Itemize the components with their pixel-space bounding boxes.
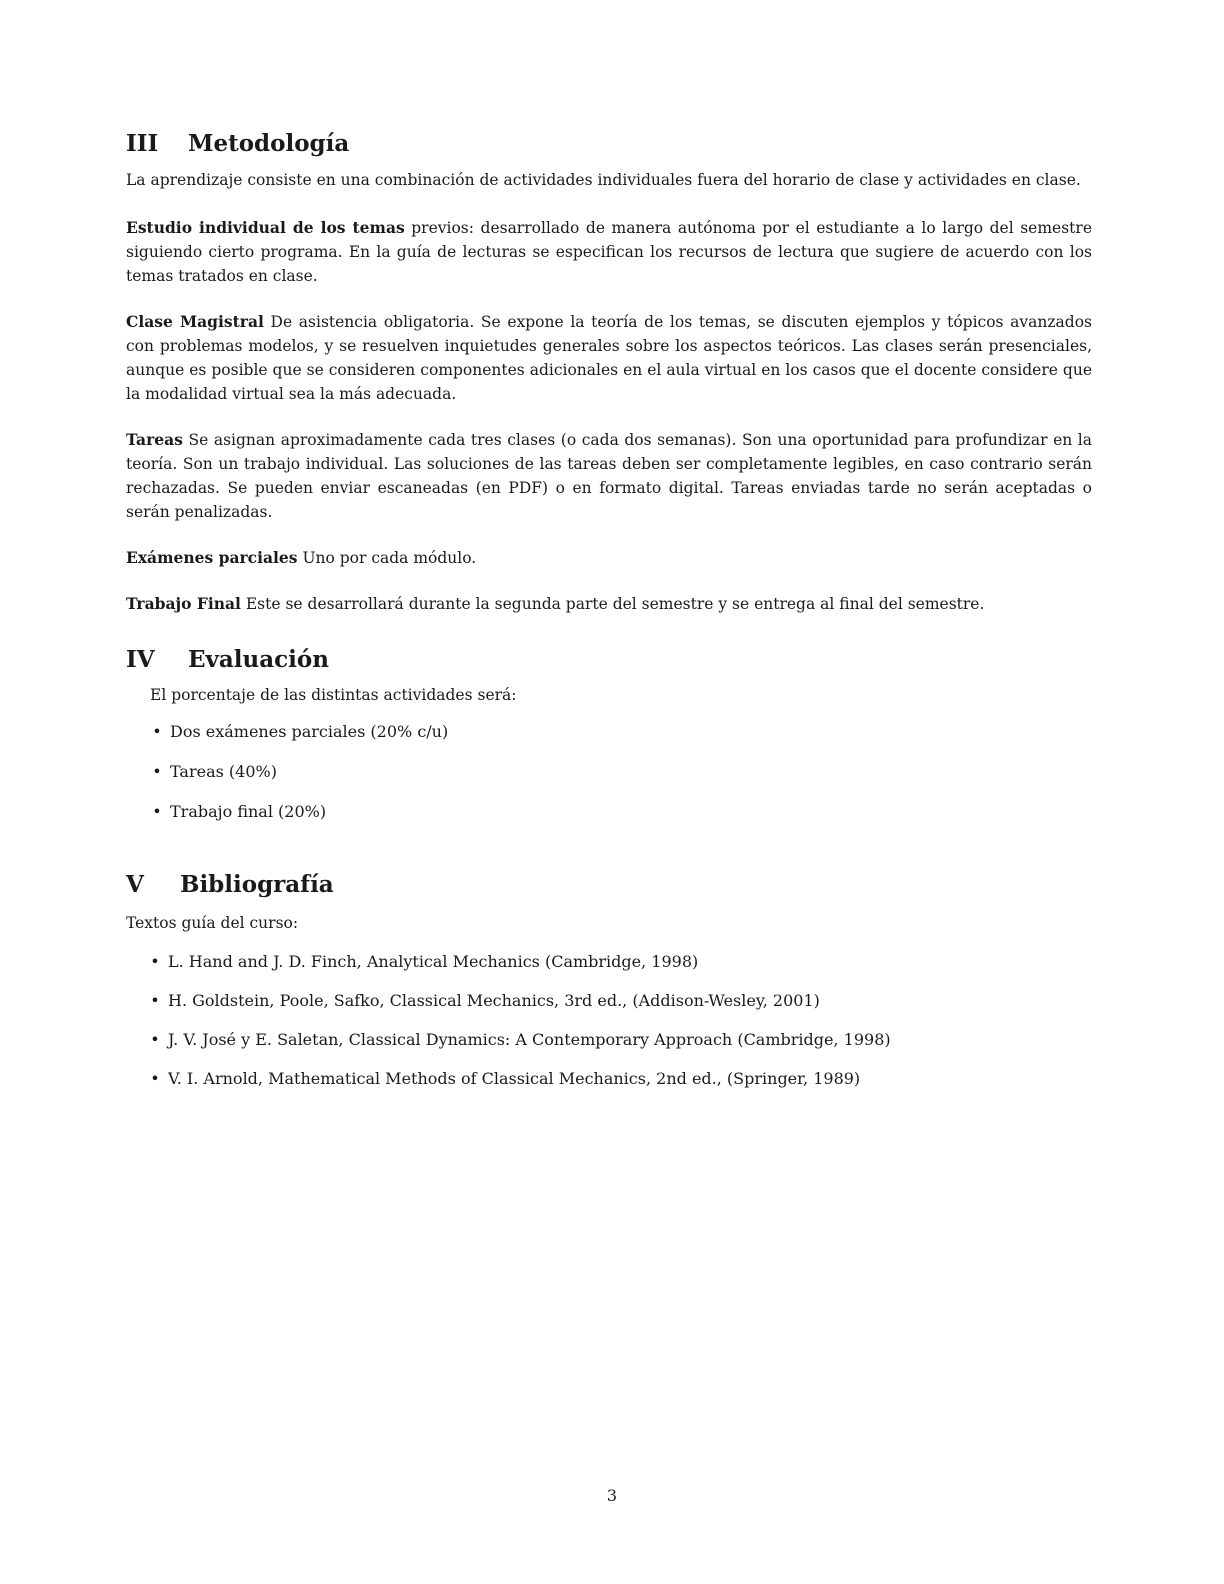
paragraph-text: Este se desarrollará durante la segunda parte del semestre y se entrega al final del semestre. bbox=[240, 594, 985, 613]
paragraph-label: Tareas bbox=[126, 429, 183, 449]
paragraph-estudio-individual bbox=[126, 216, 1092, 288]
bullet-icon: • bbox=[150, 1068, 160, 1088]
bullet-icon: • bbox=[152, 762, 162, 782]
paragraph-text: Se asignan aproximadamente cada tres clases (o cada dos semanas). Son una oportunidad para profundizar en la teoría. Son un trabajo individual. Las soluciones de las tareas deben ser completamente legibles, en caso contrario serán rechazadas. Se pueden enviar escaneadas (en PDF) o en formato digital. Tareas enviadas tarde no serán aceptadas o serán penalizadas. bbox=[126, 430, 1092, 521]
list-item: • Trabajo final (20%) bbox=[148, 801, 1092, 823]
section-title: Bibliografía bbox=[180, 871, 334, 899]
paragraph-label: Trabajo Final bbox=[126, 593, 241, 613]
bullet-icon: • bbox=[150, 1029, 160, 1049]
paragraph-label: Exámenes parciales bbox=[126, 547, 298, 567]
bibliografia-intro: Textos guía del curso: bbox=[126, 913, 299, 932]
list-item: • V. I. Arnold, Mathematical Methods of Classical Mechanics, 2nd ed., (Springer, 1989) bbox=[146, 1068, 1092, 1090]
section-heading-metodologia bbox=[126, 130, 1092, 158]
bullet-icon: • bbox=[150, 990, 160, 1010]
metodologia-intro: La aprendizaje consiste en una combinación de actividades individuales fuera del horario de clase y actividades en clase. bbox=[126, 170, 1081, 189]
list-item: • Tareas (40%) bbox=[148, 761, 1092, 783]
paragraph-text: De asistencia obligatoria. Se expone la teoría de los temas, se discuten ejemplos y tópicos avanzados con problemas modelos, y se resuelven inquietudes generales sobre los aspectos teóricos. Las clases serán presenciales, aunque es posible que se consideren componentes adicionales en el aula virtual en los casos que el docente considere que la modalidad virtual sea la más adecuada. bbox=[126, 312, 1092, 403]
section-title: Metodología bbox=[188, 130, 350, 157]
list-item: • J. V. José y E. Saletan, Classical Dynamics: A Contemporary Approach (Cambridge, 1998) bbox=[146, 1029, 1092, 1051]
paragraph-label: Estudio individual de los temas bbox=[126, 217, 405, 237]
paragraph-examenes bbox=[126, 546, 1092, 570]
bullet-icon: • bbox=[152, 722, 162, 742]
page-number: 3 bbox=[606, 1486, 618, 1505]
bibliografia-list bbox=[126, 951, 1092, 1090]
section-number: V bbox=[126, 871, 144, 899]
list-item: • L. Hand and J. D. Finch, Analytical Mechanics (Cambridge, 1998) bbox=[146, 951, 1092, 973]
section-heading-evaluacion bbox=[126, 646, 1092, 674]
section-number: III bbox=[126, 130, 159, 157]
paragraph-tareas bbox=[126, 428, 1092, 524]
paragraph-label: Clase Magistral bbox=[126, 311, 264, 331]
document-page bbox=[126, 130, 1092, 1090]
bullet-icon: • bbox=[150, 951, 160, 971]
paragraph-trabajo-final bbox=[126, 592, 1092, 616]
section-title: Evaluación bbox=[188, 645, 329, 673]
list-item: • H. Goldstein, Poole, Safko, Classical Mechanics, 3rd ed., (Addison-Wesley, 2001) bbox=[146, 990, 1092, 1012]
paragraph-clase-magistral bbox=[126, 310, 1092, 406]
section-number: IV bbox=[126, 645, 155, 673]
section-heading-bibliografia bbox=[126, 871, 1092, 899]
list-item: • Dos exámenes parciales (20% c/u) bbox=[148, 721, 1092, 743]
evaluacion-list bbox=[126, 721, 1092, 823]
paragraph-text: Uno por cada módulo. bbox=[297, 548, 477, 567]
bullet-icon: • bbox=[152, 802, 162, 822]
paragraph-text: previos: desarrollado de manera autónoma por el estudiante a lo largo del semestre siguiendo cierto programa. En la guía de lecturas se especifican los recursos de lectura que sugiere de acuerdo con los temas tratados en clase. bbox=[126, 218, 1092, 285]
evaluacion-intro: El porcentaje de las distintas actividades será: bbox=[150, 686, 517, 705]
